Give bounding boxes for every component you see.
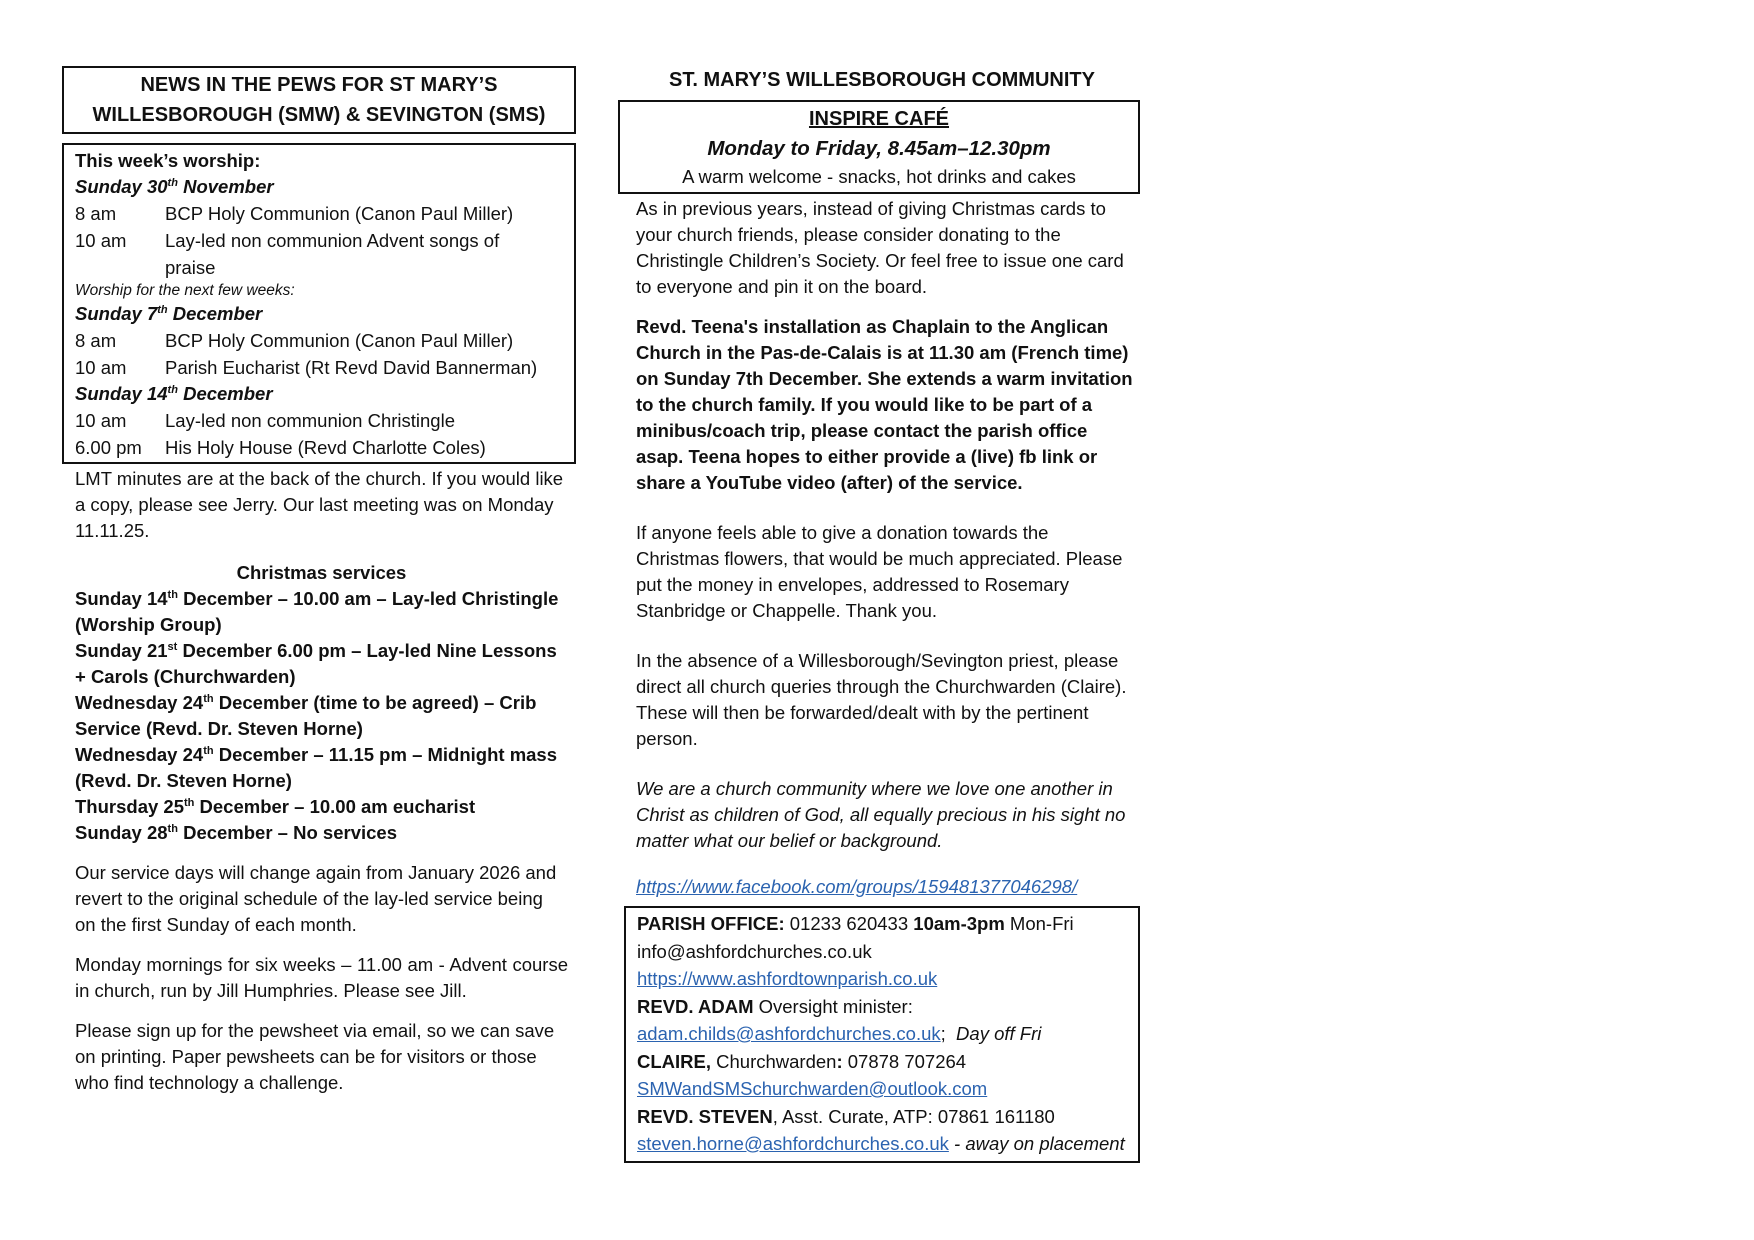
worship-schedule-box bbox=[62, 143, 576, 464]
service-time: 8 am bbox=[75, 330, 117, 351]
cafe-subtitle: A warm welcome - snacks, hot drinks and cakes bbox=[682, 166, 1076, 187]
revd-adam-line bbox=[637, 993, 1128, 1021]
parish-office-email: info@ashfordchurches.co.uk bbox=[637, 940, 872, 962]
service-days-paragraph: Our service days will change again from January 2026 and revert to the original schedule of the lay-led service being on the first Sunday of each month. bbox=[75, 862, 557, 935]
cafe-title: INSPIRE CAFÉ bbox=[808, 108, 950, 130]
service-row bbox=[75, 434, 564, 461]
cafe-hours: Monday to Friday, 8.45am–12.30pm bbox=[707, 137, 1051, 160]
service-time: 10 am bbox=[75, 357, 127, 378]
claire-name: CLAIRE, bbox=[637, 1050, 711, 1072]
revd-adam-role: Oversight minister: bbox=[753, 995, 913, 1017]
parish-office-line bbox=[637, 910, 1128, 938]
parish-website-line bbox=[637, 965, 1128, 993]
community-heading: ST. MARY’S WILLESBOROUGH COMMUNITY bbox=[669, 69, 1095, 91]
service-time: 6.00 pm bbox=[75, 437, 142, 458]
christmas-services-list bbox=[75, 586, 568, 846]
revd-steven-name: REVD. STEVEN bbox=[637, 1105, 773, 1127]
facebook-link-line bbox=[636, 874, 1136, 900]
parish-website-link[interactable]: https://www.ashfordtownparish.co.uk bbox=[637, 968, 938, 989]
worship-heading: This week’s worship: bbox=[75, 150, 261, 171]
contact-box bbox=[624, 906, 1140, 1163]
parish-office-label: PARISH OFFICE: bbox=[637, 913, 785, 934]
facebook-group-link[interactable]: https://www.facebook.com/groups/159481377046298/ bbox=[636, 876, 1078, 897]
service-time: 10 am bbox=[75, 410, 127, 431]
claire-role: Churchwarden bbox=[711, 1050, 837, 1072]
service-row bbox=[75, 354, 564, 381]
service-row bbox=[75, 227, 564, 281]
christmas-cards-paragraph: As in previous years, instead of giving Christmas cards to your church friends, please consider donating to the Christingle Children’s Society. Or feel free to issue one card to everyone and pin it on the board. bbox=[636, 198, 1124, 297]
service-time: 8 am bbox=[75, 203, 117, 224]
next-weeks-label: Worship for the next few weeks: bbox=[75, 282, 295, 299]
revd-adam-email-link[interactable]: adam.childs@ashfordchurches.co.uk bbox=[637, 1023, 941, 1044]
christmas-services-heading: Christmas services bbox=[236, 562, 407, 583]
revd-steven-note: - away on placement bbox=[948, 1133, 1125, 1154]
parish-office-phone: 01233 620433 bbox=[784, 913, 914, 934]
church-queries-paragraph: In the absence of a Willesborough/Sevington priest, please direct all church queries through the Churchwarden (Claire). These will then be forwarded/dealt with by the pertinent person. bbox=[636, 650, 1127, 749]
service-description: Parish Eucharist (Rt Revd David Bannerman) bbox=[165, 357, 538, 378]
revd-adam-day-off: Day off Fri bbox=[956, 1023, 1042, 1044]
service-row bbox=[75, 200, 564, 227]
revd-steven-email-link[interactable]: steven.horne@ashfordchurches.co.uk bbox=[637, 1133, 949, 1154]
claire-line bbox=[637, 1048, 1128, 1076]
mission-statement: We are a church community where we love one another in Christ as children of God, all equally precious in his sight no matter what our belief or background. bbox=[636, 778, 1126, 851]
service-row bbox=[75, 407, 564, 434]
worship-day-heading: Sunday 7th December bbox=[75, 303, 263, 324]
revd-steven-email-line bbox=[637, 1130, 1128, 1158]
pewsheet-signup-paragraph: Please sign up for the pewsheet via email, so we can save on printing. Paper pewsheets can be for visitors or those who find technology a challenge. bbox=[75, 1020, 555, 1093]
claire-phone: 07878 707264 bbox=[842, 1050, 967, 1072]
service-description: Lay-led non communion Advent songs of praise bbox=[165, 230, 500, 278]
teena-installation-paragraph: Revd. Teena's installation as Chaplain to the Anglican Church in the Pas-de-Calais is at 11.30 am (French time) on Sunday 7th December. She extends a warm invitation to the church family. If you would like to be part of a minibus/coach trip, please contact the parish office asap. Teena hopes to either provide a (live) fb link or share a YouTube video (after) of the service. bbox=[636, 316, 1133, 493]
revd-adam-name: REVD. ADAM bbox=[637, 995, 754, 1017]
worship-day-heading: Sunday 14th December bbox=[75, 383, 273, 404]
churchwarden-email-line bbox=[637, 1075, 1128, 1103]
right-column bbox=[618, 66, 1140, 1163]
left-column bbox=[62, 66, 576, 1096]
christmas-service-item: Wednesday 24th December (time to be agreed) – Crib Service (Revd. Dr. Steven Horne) bbox=[75, 692, 537, 739]
worship-day-heading: Sunday 30th November bbox=[75, 176, 274, 197]
separator: ; bbox=[940, 1023, 957, 1044]
service-time: 10 am bbox=[75, 230, 127, 251]
advent-course-paragraph: Monday mornings for six weeks – 11.00 am - Advent course in church, run by Jill Humphries. Please see Jill. bbox=[75, 954, 568, 1001]
newsletter-title-line1: NEWS IN THE PEWS FOR ST MARY’S bbox=[140, 74, 498, 96]
service-description: Lay-led non communion Christingle bbox=[165, 410, 455, 431]
service-row bbox=[75, 327, 564, 354]
christmas-service-item: Thursday 25th December – 10.00 am eucharist bbox=[75, 796, 476, 817]
churchwarden-email-link[interactable]: SMWandSMSchurchwarden@outlook.com bbox=[637, 1078, 988, 1099]
parish-office-days: Mon-Fri bbox=[1004, 913, 1074, 934]
service-description: BCP Holy Communion (Canon Paul Miller) bbox=[165, 330, 514, 351]
newsletter-title-line2: WILLESBOROUGH (SMW) & SEVINGTON (SMS) bbox=[92, 104, 546, 126]
revd-steven-role: , Asst. Curate, ATP: 07861 161180 bbox=[772, 1105, 1055, 1127]
colon: : bbox=[836, 1050, 843, 1072]
christmas-service-item: Sunday 21st December 6.00 pm – Lay-led Nine Lessons + Carols (Churchwarden) bbox=[75, 640, 557, 687]
revd-adam-email-line bbox=[637, 1020, 1128, 1048]
service-description: His Holy House (Revd Charlotte Coles) bbox=[165, 437, 486, 458]
christmas-service-item: Wednesday 24th December – 11.15 pm – Midnight mass (Revd. Dr. Steven Horne) bbox=[75, 744, 558, 791]
christmas-service-item: Sunday 14th December – 10.00 am – Lay-led Christingle (Worship Group) bbox=[75, 588, 559, 635]
parish-office-hours: 10am-3pm bbox=[913, 913, 1005, 934]
christmas-flowers-paragraph: If anyone feels able to give a donation towards the Christmas flowers, that would be much appreciated. Please put the money in envelopes, addressed to Rosemary Stanbridge or Chappelle. Thank you. bbox=[636, 522, 1123, 621]
revd-steven-line bbox=[637, 1103, 1128, 1131]
service-description: BCP Holy Communion (Canon Paul Miller) bbox=[165, 203, 514, 224]
christmas-service-item: Sunday 28th December – No services bbox=[75, 822, 397, 843]
lmt-minutes-paragraph: LMT minutes are at the back of the church. If you would like a copy, please see Jerry. Our last meeting was on Monday 11.11.25. bbox=[75, 468, 564, 541]
newsletter-title-box bbox=[62, 66, 576, 134]
inspire-cafe-box bbox=[618, 100, 1140, 194]
